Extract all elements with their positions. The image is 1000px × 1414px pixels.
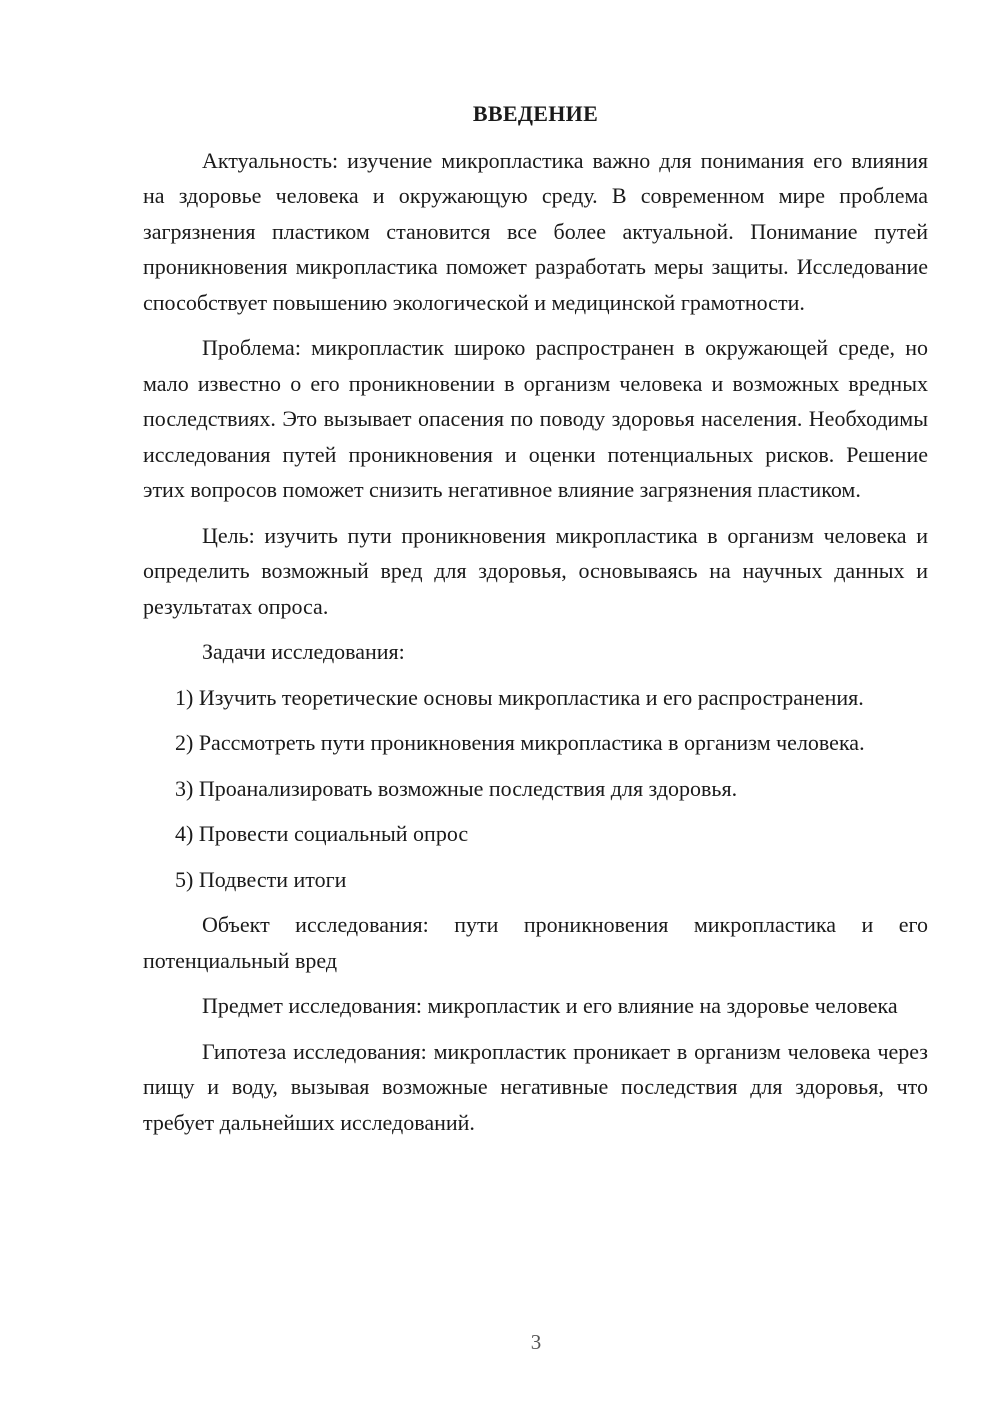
task-item-2: 2) Рассмотреть пути проникновения микропластика в организм человека.	[175, 730, 865, 755]
paragraph-object: Объект исследования: пути проникновения микропластика и его потенциальный вред	[143, 912, 928, 973]
task-item-3: 3) Проанализировать возможные последствия для здоровья.	[175, 775, 738, 801]
task-item-1: 1) Изучить теоретические основы микропластика и его распространения.	[175, 684, 864, 710]
paragraph-problem: Проблема: микропластик широко распространен в окружающей среде, но мало известно о его проникновении в организм человека и возможных вредных последствиях. Это вызывает опасения по поводу здоровья населения. Необходимы исследования путей проникновения и оценки потенциальных рисков. Решение этих вопросов поможет снизить негативное влияние загрязнения пластиком.	[143, 335, 928, 502]
paragraph-tasks-heading: Задачи исследования:	[202, 639, 405, 664]
paragraph-subject: Предмет исследования: микропластик и его влияние на здоровье человека	[202, 993, 898, 1018]
paragraph-hypothesis: Гипотеза исследования: микропластик проникает в организм человека через пищу и воду, вызывая возможные негативные последствия для здоровья, что требует дальнейших исследований.	[143, 1038, 928, 1135]
page-number: 3	[530, 1330, 542, 1354]
paragraph-relevance: Актуальность: изучение микропластика важно для понимания его влияния на здоровье человека и окружающую среду. В современном мире проблема загрязнения пластиком становится все более актуальной. Понимание путей проникновения микропластика поможет разработать меры защиты. Исследование способствует повышению экологической и медицинской грамотности.	[143, 147, 928, 315]
task-item-5: 5) Подвести итоги	[175, 866, 347, 892]
document-body	[143, 96, 928, 1150]
task-item-4: 4) Провести социальный опрос	[175, 821, 469, 846]
paragraph-goal: Цель: изучить пути проникновения микропластика в организм человека и определить возможный вред для здоровья, основываясь на научных данных и результатах опроса.	[143, 522, 928, 619]
section-title: ВВЕДЕНИЕ	[472, 101, 599, 126]
